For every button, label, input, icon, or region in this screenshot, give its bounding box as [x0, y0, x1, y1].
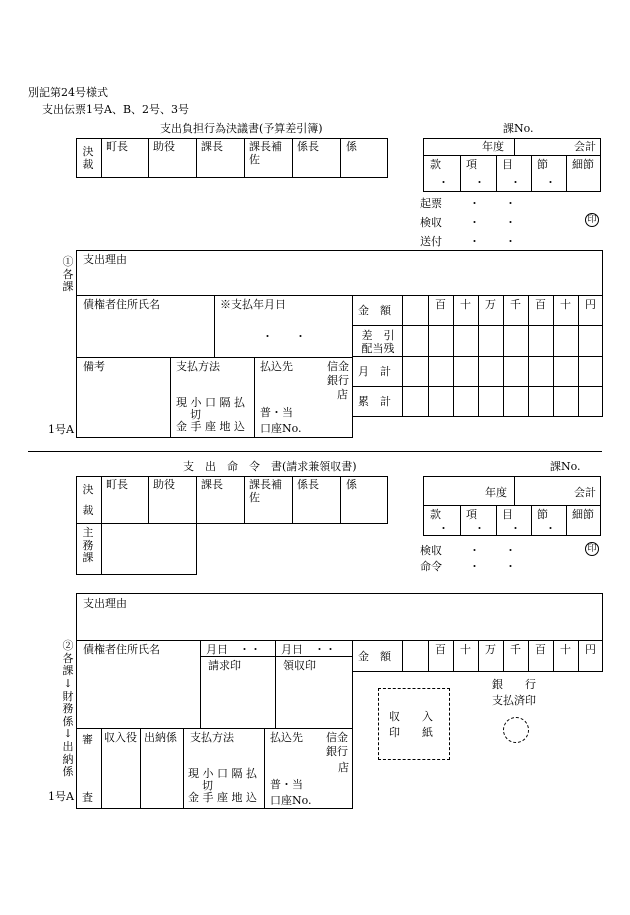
- upper-approval-col: 課長: [201, 140, 223, 153]
- revenue-stamp-area: [378, 688, 450, 760]
- lower-meirei: 命令: [420, 560, 442, 573]
- upper-getsukei-label: 月 計: [358, 365, 391, 378]
- lower-budget-col: 款: [430, 508, 441, 521]
- upper-pay-method-label: 支払方法: [176, 360, 220, 373]
- upper-side-label: ①各課: [62, 255, 74, 294]
- lower-digit: 百: [435, 643, 446, 656]
- upper-dept-no: 課No.: [503, 122, 534, 135]
- upper-approval-col: 町長: [106, 140, 128, 153]
- lower-digit: 十: [560, 643, 571, 656]
- seal-icon: 印: [585, 213, 599, 227]
- upper-reason-box: [76, 250, 603, 296]
- seal-icon: 印: [585, 542, 599, 556]
- upper-furikomi: 払込先: [260, 360, 293, 373]
- upper-digit: 千: [510, 298, 521, 311]
- upper-amount-label: 金 額: [358, 304, 391, 317]
- upper-title: 支出負担行為決議書(予算差引簿): [160, 122, 323, 135]
- upper-nendo: 年度: [482, 140, 504, 153]
- voucher-reference: 支出伝票1号A、B、2号、3号: [42, 103, 190, 116]
- lower-methods-line: 金 手 座 地 込: [188, 791, 257, 804]
- lower-digit: 万: [485, 643, 496, 656]
- bank-label: 銀 行: [492, 678, 536, 691]
- upper-budget-col: 項: [466, 158, 477, 171]
- upper-biko: 備考: [83, 360, 105, 373]
- upper-digit: 万: [485, 298, 496, 311]
- lower-digit: 円: [585, 643, 596, 656]
- lower-seikyu-in: 請求印: [208, 659, 241, 672]
- lower-digit: 十: [460, 643, 471, 656]
- revenue-stamp-label: 印 紙: [389, 726, 433, 739]
- upper-creditor-label: 債権者住所氏名: [83, 298, 160, 311]
- date-dot: ・: [505, 235, 516, 248]
- lower-approval-col: 町長: [106, 478, 128, 491]
- upper-approval-col: 係長: [297, 140, 319, 153]
- upper-budget-col: 款: [430, 158, 441, 171]
- upper-branch: 店: [337, 388, 348, 401]
- upper-form-id: 1号A: [48, 423, 74, 436]
- section-separator: [28, 451, 602, 452]
- upper-approval-col: 係: [346, 140, 357, 153]
- lower-dept-no: 課No.: [550, 460, 581, 473]
- date-dot: ・: [469, 197, 480, 210]
- lower-tsukihi1: 月日 ・・: [206, 643, 261, 656]
- upper-methods-kiri: 切: [190, 408, 201, 421]
- upper-account-type: 普・当: [260, 406, 293, 419]
- upper-budget-col: 細節: [572, 158, 594, 171]
- lower-approval-col: 課長補佐: [249, 478, 282, 505]
- lower-bank2: 銀行: [326, 745, 348, 758]
- upper-kaikei: 会計: [574, 140, 596, 153]
- lower-bank1: 信金: [326, 731, 348, 744]
- lower-budget-col: 項: [466, 508, 477, 521]
- lower-budget-col: 目: [502, 508, 513, 521]
- lower-suitoka: 出納係: [144, 731, 177, 744]
- lower-title: 支 出 命 令 書(請求兼領収書): [183, 460, 357, 473]
- upper-budget-dot: ・: [510, 176, 521, 189]
- date-dot: ・: [469, 235, 480, 248]
- lower-furikomi: 払込先: [270, 731, 303, 744]
- lower-budget-col: 節: [537, 508, 548, 521]
- lower-shinsa-top: 審: [82, 733, 93, 746]
- lower-digit: 百: [535, 643, 546, 656]
- date-dot: ・: [505, 216, 516, 229]
- lower-pay-method-label: 支払方法: [190, 731, 234, 744]
- lower-side-label: ②各課↓財務係↓出納係: [62, 639, 74, 779]
- lower-tsukihi2: 月日 ・・: [281, 643, 336, 656]
- date-dot: ・: [469, 216, 480, 229]
- upper-approval-col: 課長補佐: [249, 140, 282, 167]
- upper-digit: 百: [435, 298, 446, 311]
- lower-methods-line: 現 小 口 隔 払: [188, 767, 257, 780]
- upper-bank2: 銀行: [327, 374, 349, 387]
- lower-approval-col: 課長: [201, 478, 223, 491]
- upper-kessai-label: 決裁: [82, 145, 94, 171]
- upper-digit: 百: [535, 298, 546, 311]
- lower-branch: 店: [338, 761, 349, 774]
- lower-approval-col: 助役: [153, 478, 175, 491]
- lower-approval-col: 係長: [297, 478, 319, 491]
- date-dot: ・: [505, 544, 516, 557]
- upper-methods-line: 金 手 座 地 込: [176, 420, 245, 433]
- lower-methods-kiri: 切: [202, 779, 213, 792]
- lower-approval-col: 係: [346, 478, 357, 491]
- lower-amount-label: 金 額: [358, 650, 391, 663]
- lower-budget-col: 細節: [572, 508, 594, 521]
- upper-budget-dot: ・: [545, 176, 556, 189]
- upper-pay-date-label: ※支払年月日: [220, 298, 286, 311]
- upper-pay-date-dots: ・ ・: [262, 330, 306, 343]
- lower-kessai-label: 決裁: [82, 483, 94, 517]
- paid-seal-circle: [503, 717, 529, 743]
- lower-shinsa-bottom: 査: [82, 791, 93, 804]
- lower-account-no: 口座No.: [270, 794, 312, 807]
- upper-budget-col: 節: [537, 158, 548, 171]
- revenue-stamp-label: 収 入: [389, 710, 433, 723]
- lower-shunyuyaku: 収入役: [104, 731, 137, 744]
- upper-budget-col: 目: [502, 158, 513, 171]
- lower-form-id: 1号A: [48, 790, 74, 803]
- upper-kenshu: 検収: [420, 216, 442, 229]
- lower-account-type: 普・当: [270, 778, 303, 791]
- lower-creditor-label: 債権者住所氏名: [83, 643, 160, 656]
- upper-ruikei-label: 累 計: [358, 395, 391, 408]
- upper-budget-dot: ・: [438, 176, 449, 189]
- upper-digit: 十: [560, 298, 571, 311]
- upper-kihyo: 起票: [420, 197, 442, 210]
- lower-reason-box: [76, 593, 603, 641]
- lower-budget-dot: ・: [545, 522, 556, 535]
- upper-reason-label: 支出理由: [83, 253, 127, 266]
- lower-budget-dot: ・: [474, 522, 485, 535]
- upper-digit: 円: [585, 298, 596, 311]
- upper-methods-line: 現 小 口 隔 払: [176, 396, 245, 409]
- upper-account-no: 口座No.: [260, 422, 302, 435]
- lower-budget-dot: ・: [438, 522, 449, 535]
- lower-kaikei: 会計: [574, 486, 596, 499]
- lower-budget-dot: ・: [510, 522, 521, 535]
- date-dot: ・: [469, 544, 480, 557]
- upper-approval-col: 助役: [153, 140, 175, 153]
- form-number: 別記第24号様式: [28, 86, 108, 99]
- date-dot: ・: [505, 197, 516, 210]
- lower-shumuka-label: 主務課: [82, 526, 94, 565]
- upper-budget-dot: ・: [474, 176, 485, 189]
- paid-seal-label: 支払済印: [492, 694, 536, 707]
- date-dot: ・: [505, 560, 516, 573]
- upper-bank1: 信金: [327, 360, 349, 373]
- lower-nendo: 年度: [485, 486, 507, 499]
- date-dot: ・: [469, 560, 480, 573]
- lower-reason-label: 支出理由: [83, 597, 127, 610]
- upper-sashihiki-label: 差 引配当残: [361, 329, 395, 356]
- lower-shumuka-box: [76, 523, 197, 575]
- lower-ryoshu-in: 領収印: [283, 659, 316, 672]
- upper-digit: 十: [460, 298, 471, 311]
- upper-sofu: 送付: [420, 235, 442, 248]
- lower-kenshu: 検収: [420, 544, 442, 557]
- lower-digit: 千: [510, 643, 521, 656]
